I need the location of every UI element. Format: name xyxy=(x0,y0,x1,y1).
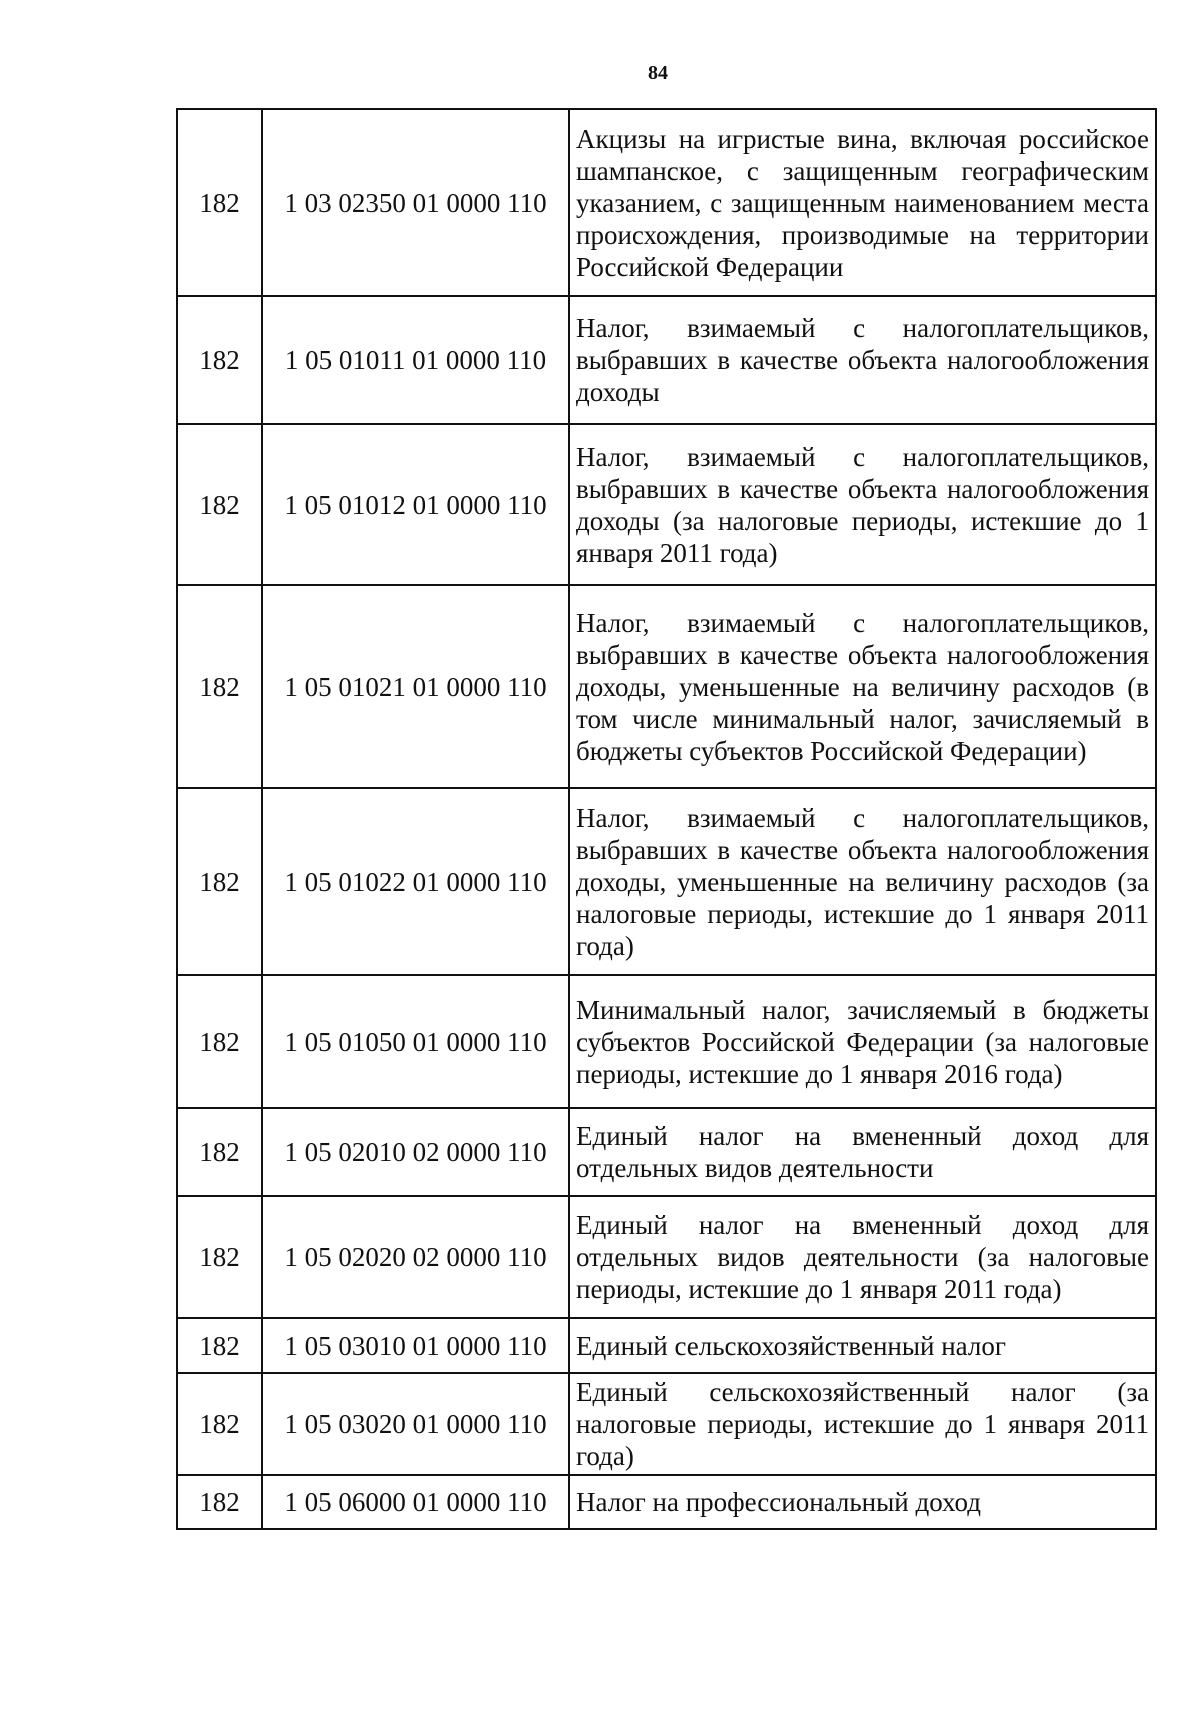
classification-code-cell: 1 05 01021 01 0000 110 xyxy=(262,585,569,788)
description-cell: Единый налог на вмененный доход для отдельных видов деятельности xyxy=(569,1108,1156,1196)
description-cell: Единый сельскохозяйственный налог xyxy=(569,1318,1156,1373)
admin-code-cell: 182 xyxy=(177,585,262,788)
table-row xyxy=(177,975,1156,1108)
table-row xyxy=(177,585,1156,788)
table-row xyxy=(177,788,1156,975)
admin-code-cell: 182 xyxy=(177,424,262,585)
page-number: 84 xyxy=(648,62,668,84)
description-cell: Минимальный налог, зачисляемый в бюджеты субъектов Российской Федерации (за налоговые периоды, истекшие до 1 января 2016 года) xyxy=(569,975,1156,1108)
description-cell: Акцизы на игристые вина, включая российское шампанское, с защищенным географическим указанием, с защищенным наименованием места происхождения, производимые на территории Российской Федерации xyxy=(569,109,1156,296)
classification-code-cell: 1 05 01022 01 0000 110 xyxy=(262,788,569,975)
admin-code-cell: 182 xyxy=(177,975,262,1108)
description-cell: Налог, взимаемый с налогоплательщиков, выбравших в качестве объекта налогообложения доходы, уменьшенные на величину расходов (в том числе минимальный налог, зачисляемый в бюджеты субъектов Российской Федерации) xyxy=(569,585,1156,788)
admin-code-cell: 182 xyxy=(177,1108,262,1196)
classification-code-cell: 1 05 02010 02 0000 110 xyxy=(262,1108,569,1196)
classification-code-cell: 1 05 02020 02 0000 110 xyxy=(262,1196,569,1318)
admin-code-cell: 182 xyxy=(177,1475,262,1529)
table-row xyxy=(177,109,1156,296)
revenue-codes-table xyxy=(176,108,1157,1530)
description-cell: Налог, взимаемый с налогоплательщиков, выбравших в качестве объекта налогообложения доходы, уменьшенные на величину расходов (за налоговые периоды, истекшие до 1 января 2011 года) xyxy=(569,788,1156,975)
description-cell: Налог, взимаемый с налогоплательщиков, выбравших в качестве объекта налогообложения доходы (за налоговые периоды, истекшие до 1 января 2011 года) xyxy=(569,424,1156,585)
table-row xyxy=(177,1196,1156,1318)
admin-code-cell: 182 xyxy=(177,1373,262,1475)
classification-code-cell: 1 05 03010 01 0000 110 xyxy=(262,1318,569,1373)
classification-code-cell: 1 05 06000 01 0000 110 xyxy=(262,1475,569,1529)
admin-code-cell: 182 xyxy=(177,296,262,424)
description-cell: Налог на профессиональный доход xyxy=(569,1475,1156,1529)
admin-code-cell: 182 xyxy=(177,1318,262,1373)
table-row xyxy=(177,1108,1156,1196)
admin-code-cell: 182 xyxy=(177,1196,262,1318)
description-cell: Налог, взимаемый с налогоплательщиков, выбравших в качестве объекта налогообложения доходы xyxy=(569,296,1156,424)
classification-code-cell: 1 05 03020 01 0000 110 xyxy=(262,1373,569,1475)
admin-code-cell: 182 xyxy=(177,788,262,975)
table-row xyxy=(177,1373,1156,1475)
table-row xyxy=(177,296,1156,424)
description-cell: Единый сельскохозяйственный налог (за налоговые периоды, истекшие до 1 января 2011 года) xyxy=(569,1373,1156,1475)
classification-code-cell: 1 03 02350 01 0000 110 xyxy=(262,109,569,296)
admin-code-cell: 182 xyxy=(177,109,262,296)
table-row xyxy=(177,1475,1156,1529)
classification-code-cell: 1 05 01012 01 0000 110 xyxy=(262,424,569,585)
description-cell: Единый налог на вмененный доход для отдельных видов деятельности (за налоговые периоды, истекшие до 1 января 2011 года) xyxy=(569,1196,1156,1318)
classification-code-cell: 1 05 01011 01 0000 110 xyxy=(262,296,569,424)
table-row xyxy=(177,424,1156,585)
table-row xyxy=(177,1318,1156,1373)
classification-code-cell: 1 05 01050 01 0000 110 xyxy=(262,975,569,1108)
